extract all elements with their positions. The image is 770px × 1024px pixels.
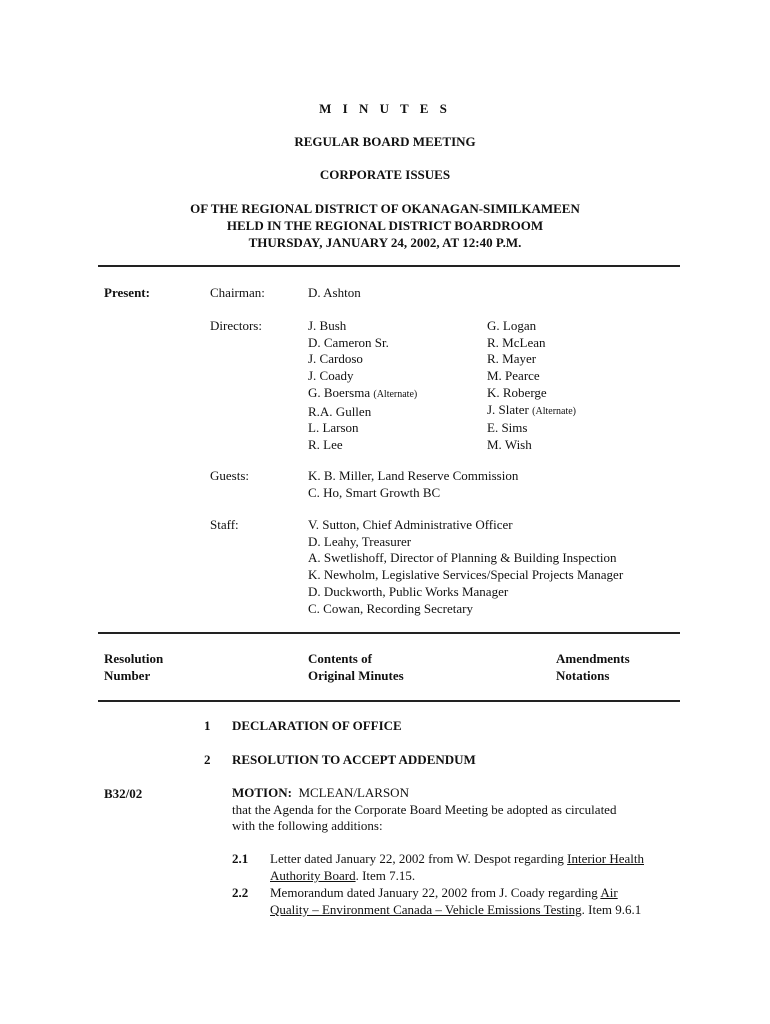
guests-list [308, 468, 518, 501]
directors-right-list [487, 318, 576, 454]
directors-label: Directors: [210, 318, 262, 333]
divider-middle [98, 632, 680, 634]
chairman-name: D. Ashton [308, 285, 361, 300]
location-line: HELD IN THE REGIONAL DISTRICT BOARDROOM [226, 218, 544, 233]
director-entry: K. Roberge [487, 384, 547, 400]
director-entry: G. Boersma (Alternate) [308, 384, 418, 400]
sub-item-text: Letter dated January 22, 2002 from W. Despot regarding Interior Health Authority Board. Item 7.15. [270, 851, 645, 883]
staff-entry: D. Leahy, Treasurer [308, 533, 412, 549]
guest-entry: C. Ho, Smart Growth BC [308, 484, 441, 500]
sub-item-number: 2.1 [232, 851, 249, 866]
alternate-note: (Alternate) [532, 405, 577, 417]
director-entry: E. Sims [487, 420, 528, 436]
motion-block [232, 785, 616, 835]
directors-left-list [308, 318, 417, 454]
motion-movers: MCLEAN/LARSON [298, 785, 409, 800]
staff-entry: K. Newholm, Legislative Services/Special Projects Manager [308, 567, 624, 583]
column-heading-contents: Contents of Original Minutes [308, 651, 404, 683]
director-entry: R. Lee [308, 436, 343, 452]
director-entry: J. Cardoso [308, 351, 363, 367]
staff-entry: A. Swetlishoff, Director of Planning & Building Inspection [308, 550, 617, 566]
sub-item-subject: Interior Health [567, 851, 645, 866]
director-entry: R. McLean [487, 334, 546, 350]
item-number: 2 [204, 752, 211, 767]
chairman-label: Chairman: [210, 285, 265, 300]
meeting-subject: CORPORATE ISSUES [319, 167, 451, 182]
director-entry: J. Bush [308, 318, 347, 333]
alternate-note: (Alternate) [373, 388, 418, 400]
staff-entry: C. Cowan, Recording Secretary [308, 600, 473, 616]
divider-columns [98, 700, 680, 702]
staff-entry: D. Duckworth, Public Works Manager [308, 583, 509, 599]
staff-label: Staff: [210, 517, 239, 532]
motion-text: with the following additions: [232, 818, 383, 834]
director-entry: G. Logan [487, 318, 537, 333]
present-label: Present: [104, 285, 150, 300]
director-entry: D. Cameron Sr. [308, 334, 389, 350]
date-line: THURSDAY, JANUARY 24, 2002, AT 12:40 P.M. [248, 235, 522, 250]
sub-item-subject: Air [600, 885, 618, 900]
document-title: M I N U T E S [319, 101, 451, 116]
resolution-number: B32/02 [104, 786, 143, 801]
director-entry: M. Pearce [487, 368, 540, 384]
divider-top [98, 265, 680, 267]
sub-item-text: Memorandum dated January 22, 2002 from J. Coady regarding Air Quality – Environment Canada – Vehicle Emissions Testing. Item 9.6.1 [270, 885, 642, 917]
motion-text: that the Agenda for the Corporate Board Meeting be adopted as circulated [232, 801, 617, 817]
column-heading-amendments: Amendments Notations [556, 651, 630, 683]
sub-item-subject: Quality – Environment Canada – Vehicle Emissions Testing [270, 901, 582, 917]
director-entry: R. Mayer [487, 351, 537, 367]
director-entry: R.A. Gullen [308, 403, 372, 419]
sub-item-subject: Authority Board [270, 867, 356, 883]
item-heading: DECLARATION OF OFFICE [232, 718, 402, 733]
staff-entry: V. Sutton, Chief Administrative Officer [308, 517, 513, 532]
motion-label: MOTION: [232, 785, 292, 800]
director-entry: J. Coady [308, 368, 354, 384]
guest-entry: K. B. Miller, Land Reserve Commission [308, 468, 519, 483]
meeting-type: REGULAR BOARD MEETING [294, 134, 476, 149]
column-heading-resolution: Resolution Number [104, 651, 164, 683]
director-entry: J. Slater (Alternate) [487, 401, 577, 417]
item-heading: RESOLUTION TO ACCEPT ADDENDUM [232, 752, 476, 767]
director-entry: M. Wish [487, 436, 532, 452]
staff-list [308, 517, 623, 617]
district-line: OF THE REGIONAL DISTRICT OF OKANAGAN-SIMILKAMEEN [190, 201, 580, 216]
guests-label: Guests: [210, 468, 249, 483]
item-number: 1 [204, 718, 211, 733]
director-entry: L. Larson [308, 420, 359, 436]
sub-item-number: 2.2 [232, 885, 249, 900]
